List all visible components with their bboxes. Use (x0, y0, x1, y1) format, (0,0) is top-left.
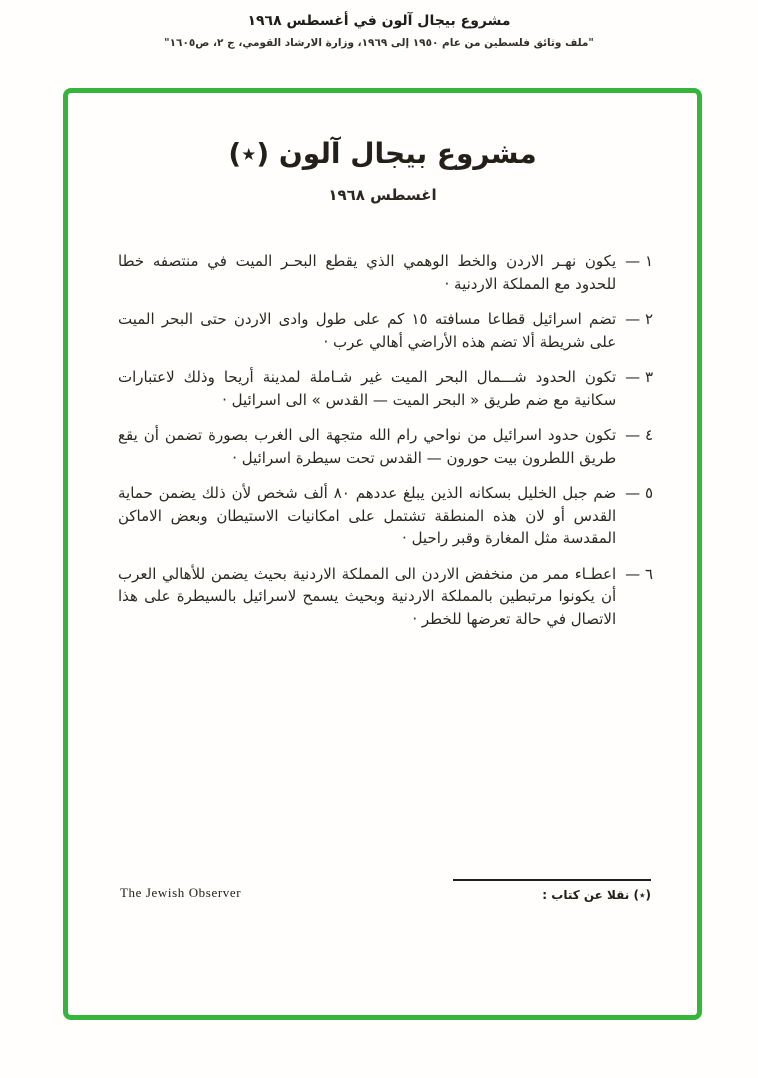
footnote (453, 879, 651, 902)
document-title: مشروع بيجال آلون (٭) (228, 137, 537, 170)
footnote-text: (٭) نقلا عن كتاب : (542, 888, 651, 902)
item-text: ضم جبل الخليل بسكانه الذين يبلغ عددهم ٨٠ ألف شخص لأن ذلك يضمن حماية القدس أو لان هذه المنطقة تشتمل على امكانيات الاستيطان وبعض الاماكن المقدسة مثل المغارة وقبر راحيل · (118, 484, 617, 547)
item-text: يكون نهـر الاردن والخط الوهمي الذي يقطع البحـر الميت في منتصفه خطا للحدود مع المملكة الاردنية · (118, 252, 617, 293)
item-number: ٦ — (625, 564, 653, 583)
item-text: تكون الحدود شـــمال البحر الميت غير شـاملة لمدينة أريحا وذلك لاعتبارات سكانية مع ضم طريق « البحر الميت — القدس » الى اسرائيل · (118, 368, 617, 409)
item-number: ١ — (625, 252, 653, 270)
item-number: ٥ — (625, 484, 653, 502)
page-header (0, 0, 758, 49)
item-number: ٢ — (625, 310, 653, 328)
document-date: اغسطس ١٩٦٨ (328, 186, 437, 204)
numbered-list (118, 250, 653, 630)
item-text: تضم اسرائيل قطاعا مسافته ١٥ كم على طول وادى الاردن حتى البحر الميت على شريطة ألا تضم هذه الأراضي أهالي عرب · (118, 310, 617, 351)
source-name: The Jewish Observer (120, 885, 242, 900)
list-item (118, 308, 653, 353)
page-title: مشروع بيجال آلون في أغسطس ١٩٦٨ (247, 13, 511, 29)
list-item (118, 250, 653, 295)
item-number: ٣ — (625, 368, 653, 386)
list-item (118, 482, 653, 550)
list-item (118, 424, 653, 469)
document-frame (63, 88, 702, 1020)
footnote-divider (453, 879, 651, 881)
item-text: تكون حدود اسرائيل من نواحي رام الله متجهة الى الغرب بصورة تضمن أن يقع طريق اللطرون بيت حورون — القدس تحت سيطرة اسرائيل · (118, 426, 617, 467)
list-item (118, 563, 653, 631)
item-text: اعطـاء ممر من منخفض الاردن الى المملكة الاردنية بحيث يضمن للأهالي العرب أن يكونوا مرتبطين بالمملكة الاردنية وبحيث يسمح لاسرائيل بالسيطرة على هذا الاتصال في حالة تعرضها للخطر · (118, 564, 617, 628)
page-subtitle: "ملف وثائق فلسطين من عام ١٩٥٠ إلى ١٩٦٩، وزارة الارشاد القومي، ج ٢، ص١٦٠٥" (164, 37, 594, 49)
item-number: ٤ — (625, 426, 653, 444)
list-item (118, 366, 653, 411)
